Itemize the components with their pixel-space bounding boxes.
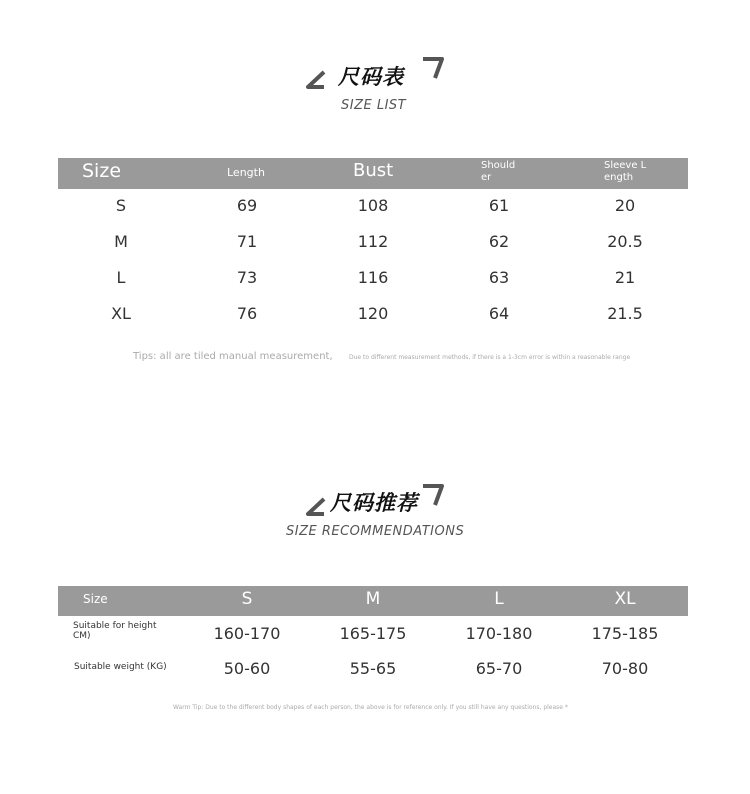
weight-xl-cell: 70-80 (601, 659, 649, 678)
header-size: Size (82, 160, 122, 182)
sleeve-cell: 20 (614, 196, 636, 215)
shoulder-cell: 63 (488, 268, 510, 287)
header-length: Length (227, 166, 265, 179)
size-cell: M (114, 232, 128, 251)
sleeve-cell: 21.5 (607, 304, 643, 323)
bust-cell: 120 (357, 304, 389, 323)
left-bracket-mark (308, 72, 324, 87)
bust-cell: 116 (357, 268, 389, 287)
bust-cell: 108 (357, 196, 389, 215)
rec-header-m: M (365, 589, 381, 609)
right-bracket-mark (423, 59, 442, 78)
header-sleeve-length: Sleeve L ength (604, 160, 647, 183)
rec-header-size: Size (83, 592, 108, 606)
rec-header-s: S (241, 589, 253, 609)
length-cell: 73 (236, 268, 258, 287)
bust-cell: 112 (357, 232, 389, 251)
size-recommendations-title-en: SIZE RECOMMENDATIONS (286, 524, 465, 539)
left-bracket-mark (308, 499, 324, 514)
length-cell: 71 (236, 232, 258, 251)
rec-header-l: L (494, 589, 504, 609)
measurement-tip-right: Due to different measurement methods, if there is a 1-3cm error is within a reasonable range (349, 354, 631, 361)
height-xl-cell: 175-185 (591, 624, 659, 643)
header-bust: Bust (353, 160, 394, 181)
right-bracket-mark (423, 486, 442, 505)
weight-row-label: Suitable weight (KG) (74, 662, 167, 672)
weight-m-cell: 55-65 (349, 659, 397, 678)
weight-l-cell: 65-70 (475, 659, 523, 678)
size-list-title-cn: 尺码表 (338, 65, 404, 89)
size-cell: L (116, 268, 126, 287)
size-cell: S (115, 196, 127, 215)
shoulder-cell: 64 (488, 304, 510, 323)
measurement-tip-left: Tips: all are tiled manual measurement, (133, 351, 333, 362)
length-cell: 76 (236, 304, 258, 323)
weight-s-cell: 50-60 (223, 659, 271, 678)
size-cell: XL (111, 304, 131, 323)
sleeve-cell: 20.5 (607, 232, 643, 251)
rec-header-xl: XL (614, 589, 636, 609)
height-row-label: Suitable for height CM) (73, 621, 157, 641)
sleeve-cell: 21 (614, 268, 636, 287)
size-list-title-en: SIZE LIST (341, 98, 407, 113)
shoulder-cell: 62 (488, 232, 510, 251)
height-l-cell: 170-180 (465, 624, 533, 643)
warm-tip: Warm Tip: Due to the different body shapes of each person, the above is for reference only. If you still have any questions, please * (173, 704, 568, 711)
height-m-cell: 165-175 (339, 624, 407, 643)
header-shoulder: Should er (481, 160, 516, 183)
height-s-cell: 160-170 (213, 624, 281, 643)
shoulder-cell: 61 (488, 196, 510, 215)
length-cell: 69 (236, 196, 258, 215)
size-recommendations-title-cn: 尺码推荐 (330, 491, 418, 515)
